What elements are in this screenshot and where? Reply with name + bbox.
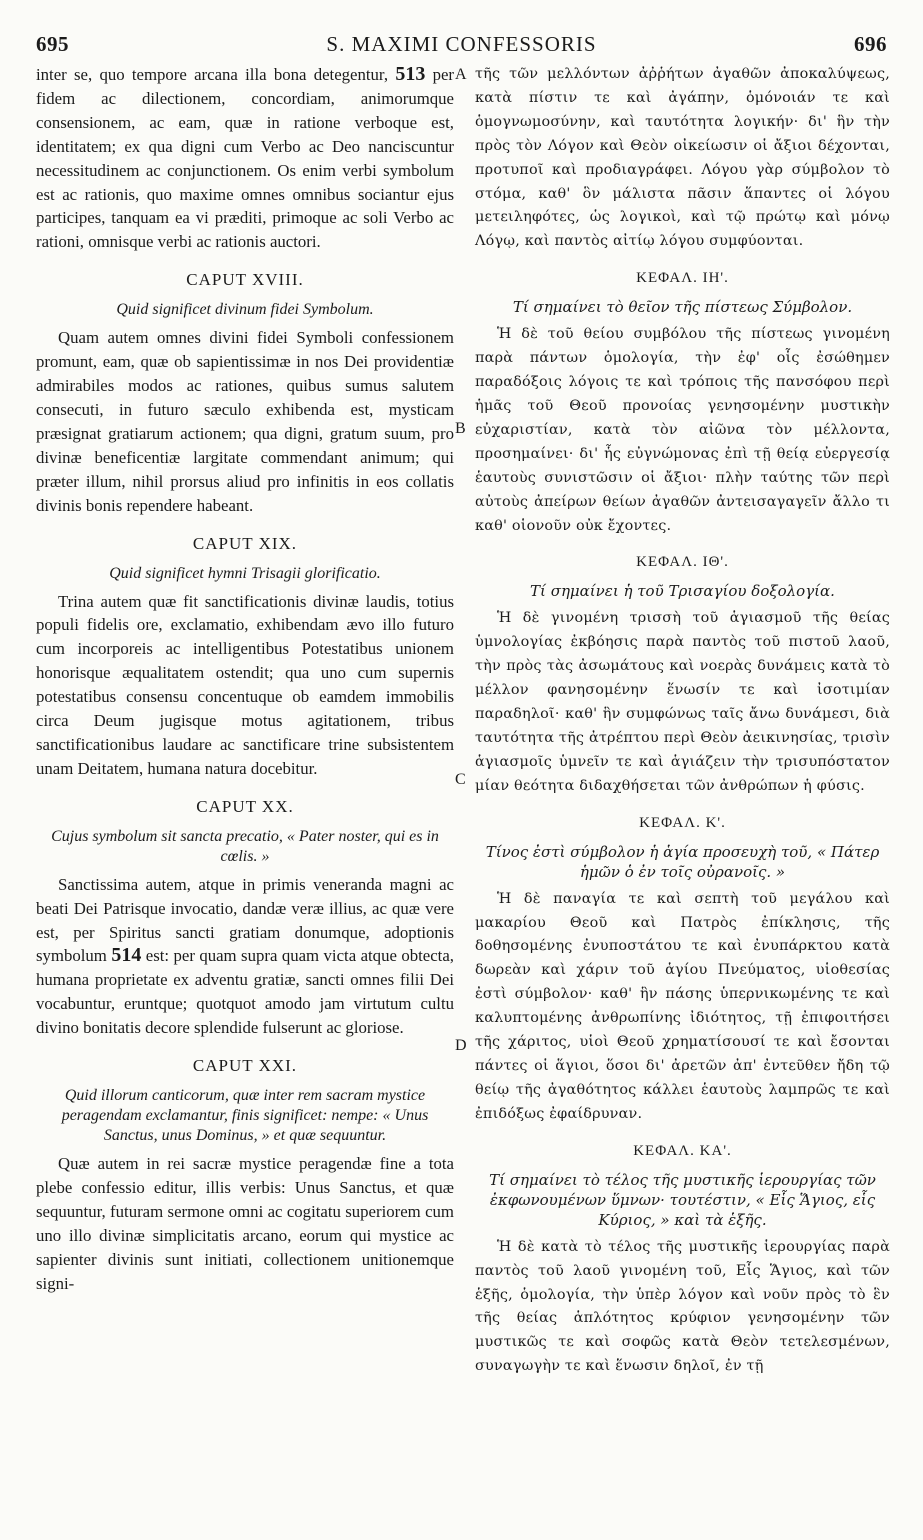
margin-letter-a: A bbox=[455, 66, 467, 83]
greek-paragraph-intro: τῆς τῶν μελλόντων ἀῤῥήτων ἀγαθῶν ἀποκαλύψεως, κατὰ πίστιν τε καὶ ἀγάπην, ὁμόνοιάν τε καὶ ὁμογνωμοσύνην, καὶ ταυτότητα λογικήν· δι' ἣν τὴν πρὸς τὸν Λόγον καὶ Θεὸν οἰκείωσιν οἱ ἄξιοι δέχονται, προτυποῖ καὶ προδιαγράφει. Λόγου γὰρ σύμβολον τὸ στόμα, καθ' ὃν μάλιστα πᾶσιν ἅπαντες οἱ λόγου μετειληφότες, ὡς λογικοὶ, καὶ τῷ πρώτῳ καὶ μόνῳ Λόγῳ, καὶ παντὸς αἰτίῳ λόγου συμφύονται. bbox=[475, 66, 890, 250]
latin-text: est: per quam supra quam victa atque obtecta, humana proprietate ex adventu gratiæ, sancti omnes filii Dei vocabuntur, eruntque; quotquot amodo jam virtutum cultu divino bonitatis decore splendide fulserunt ac gloriose. bbox=[36, 946, 454, 1038]
latin-paragraph-21: Quæ autem in rei sacræ mystice peragendæ fine a tota plebe confessio editur, illis verbis: Unus Sanctus, et quæ sequuntur, futuram sermone omni ac cogitatu superiorem cum uno illo divinæ simplicitatis arcano, eorum qui mystice ac sapienter divinis sunt initiati, collectionem unitionemque signi- bbox=[36, 1154, 454, 1293]
page-number-right: 696 bbox=[854, 32, 887, 56]
column-number-513: 513 bbox=[395, 63, 426, 85]
greek-chapter-heading-19: ΚΕΦΑΛ. ΙΘ'. bbox=[636, 554, 729, 571]
greek-chapter-subtitle-19: Τί σημαίνει ἡ τοῦ Τρισαγίου δοξολογία. bbox=[530, 582, 835, 601]
chapter-heading-21: CAPUT XXI. bbox=[192, 1056, 298, 1076]
latin-paragraph-18: Quam autem omnes divini fidei Symboli confessionem promunt, eam, quæ ob sapientissimæ in nos Dei providentiæ admirabiles modos ac rationes, quibus sumus salutem consecuti, in futuro sæculo exhibenda est, mysticam præsignat gratiarum actionem; qua digni, gratum suum, pro divinæ beneficentiæ largitate commendant animum; qui præter illum, nihil prorsus aliud pro infinitis in eos collatis divinis bonis rependere habeant. bbox=[36, 328, 454, 515]
latin-column bbox=[36, 63, 454, 1526]
page-number-left: 695 bbox=[36, 32, 69, 56]
chapter-heading-18: CAPUT XVIII. bbox=[186, 270, 304, 290]
latin-text: inter se, quo tempore arcana illa bona detegentur, bbox=[36, 65, 389, 84]
latin-text: per fidem ac dilectionem, concordiam, animorumque consensionem, ac eam, quæ in ratione verboque est, identitatem; ex qua digni cum Verbo ac Deo nanciscuntur necessitudinem ac conjunctionem. Os enim verbi symbolum est ac rationis, quo maxime omnes omnibus sociantur ejus participes, tanquam ea vi præditi, primoque ac soli Verbo ac rationi, omnisque verbi ac rationis auctori. bbox=[36, 65, 454, 252]
chapter-subtitle-19: Quid significet hymni Trisagii glorificatio. bbox=[109, 564, 381, 582]
page-header bbox=[36, 30, 887, 60]
chapter-subtitle-18: Quid significet divinum fidei Symbolum. bbox=[116, 301, 374, 319]
latin-paragraph-20 bbox=[36, 873, 454, 1040]
chapter-subtitle-21: Quid illorum canticorum, quæ inter rem sacram mystice peragendam exclamantur, finis significet: nempe: « Unus Sanctus, unus Dominus, » et quæ sequuntur. bbox=[61, 1087, 429, 1145]
greek-chapter-subtitle-21: Τί σημαίνει τὸ τέλος τῆς μυστικῆς ἱερουργίας τῶν ἐκφωνουμένων ὕμνων· τουτέστιν, « Εἷς Ἅγιος, εἷς Κύριος, » καὶ τὰ ἑξῆς. bbox=[489, 1170, 876, 1229]
greek-chapter-subtitle-18: Τί σημαίνει τὸ θεῖον τῆς πίστεως Σύμβολον. bbox=[512, 298, 853, 317]
greek-chapter-heading-20: ΚΕΦΑΛ. Κ'. bbox=[639, 814, 726, 831]
greek-paragraph-19: Ἡ δὲ γινομένη τρισσὴ τοῦ ἁγιασμοῦ τῆς θείας ὑμνολογίας ἐκβόησις παρὰ παντὸς τοῦ πιστοῦ λαοῦ, τὴν πρὸς τὰς ἀσωμάτους καὶ νοερὰς δυνάμεις κατὰ τὸ μέλλον φανησομένην ἕνωσίν τε καὶ ἰσοτιμίαν παραδηλοῖ· καθ' ἣν συμφώνως ταῖς ἄνω δυνάμεσι, διὰ ταυτότητα τῆς ἀτρέπτου περὶ Θεὸν ἀεικινησίας, τρισὶν ἁγιασμοῖς ὑμνεῖν τε καὶ ἁγιάζειν τὴν τρισυπόστατον μίαν θεότητα διδαχθήσεται τῶν ἀνθρώπων ἡ φύσις. bbox=[475, 610, 890, 794]
margin-letter-b: B bbox=[455, 420, 466, 437]
chapter-heading-20: CAPUT XX. bbox=[196, 796, 294, 816]
greek-paragraph-18: Ἡ δὲ τοῦ θείου συμβόλου τῆς πίστεως γινομένη παρὰ πάντων ὁμολογία, τὴν ἐφ' οἷς ἐσώθημεν παραδόξοις λόγοις τε καὶ τρόποις τῆς πανσόφου περὶ ἡμᾶς τοῦ Θεοῦ προνοίας γενησομένην μυστικὴν εὐχαριστίαν, κατὰ τὸν αἰῶνα τὸν μέλλοντα, προσημαίνει· δι' ἧς εὐγνώμονας ἐπὶ τῇ θείᾳ εὐεργεσίᾳ ἑαυτοὺς συνιστῶσιν οἱ ἄξιοι· πλὴν ταύτης τῶν περὶ αὐτοὺς ἀπείρων θείων ἀγαθῶν ἀντεισαγαγεῖν ἄλλο τι καθ' οἱονοῦν οὐκ ἔχοντες. bbox=[475, 326, 890, 534]
latin-paragraph-intro bbox=[36, 63, 454, 254]
greek-chapter-heading-21: ΚΕΦΑΛ. ΚΑ'. bbox=[633, 1142, 732, 1159]
running-title: S. MAXIMI CONFESSORIS bbox=[326, 32, 597, 56]
latin-paragraph-19: Trina autem quæ fit sanctificationis divinæ laudis, totius populi fidelis ore, exclamatio, exhibendam ævo illo futuro cum incorporeis ac intelligentibus Potestatibus unionem honorisque æqualitatem ostendit; qua uno cum supernis potestatibus consensu concentuque ob eamdem immobilis circa Deum jugisque motus agitationem, tribus sanctificationibus laudare ac sanctificare trine subsistentem unam Deitatem, humana natura docebitur. bbox=[36, 591, 454, 778]
greek-chapter-subtitle-20: Τίνος ἐστὶ σύμβολον ἡ ἁγία προσευχὴ τοῦ, « Πάτερ ἡμῶν ὁ ἐν τοῖς οὐρανοῖς. » bbox=[485, 842, 880, 881]
greek-chapter-heading-18: ΚΕΦΑΛ. ΙΗ'. bbox=[636, 270, 729, 287]
chapter-subtitle-20: Cujus symbolum sit sancta precatio, « Pater noster, qui es in cœlis. » bbox=[51, 827, 439, 865]
chapter-heading-19: CAPUT XIX. bbox=[192, 533, 298, 553]
greek-paragraph-20: Ἡ δὲ παναγία τε καὶ σεπτὴ τοῦ μεγάλου καὶ μακαρίου Θεοῦ καὶ Πατρὸς ἐπίκλησις, τῆς δοθησομένης ἐνυποστάτου τε καὶ ἐνυπάρκτου κατὰ δωρεὰν καὶ χάριν τοῦ ἁγίου Πνεύματος, υἱοθεσίας ἐστὶ σύμβολον· καθ' ἣν πάσης ὑπερνικωμένης τε καὶ καλυπτομένης ἀνθρωπίνης ἰδιότητος, τῇ ἐπιφοιτήσει τῆς χάριτος, υἱοὶ Θεοῦ χρηματίσουσί τε καὶ ἔσονται πάντες οἱ ἅγιοι, ὅσοι δι' ἀρετῶν ἀπ' ἐντεῦθεν ἤδη τῷ θείῳ τῆς ἀγαθότητος κάλλει ἑαυτοὺς λαμπρῶς τε καὶ ἐπιδόξως ἐφαίδρυναν. bbox=[475, 890, 890, 1122]
margin-letter-d: D bbox=[455, 1037, 467, 1054]
latin-text: Sanctissima autem, atque in primis veneranda magni ac beati Dei Patrisque invocatio, dandæ veræ illius, ac quæ vere est, per Spiritus sancti gratiam donumque, adoptionis symbolum bbox=[36, 874, 454, 966]
margin-letter-c: C bbox=[455, 771, 466, 788]
greek-paragraph-21: Ἡ δὲ κατὰ τὸ τέλος τῆς μυστικῆς ἱερουργίας παρὰ παντὸς τοῦ λαοῦ γινομένη τοῦ, Εἷς Ἅγιος, καὶ τῶν ἑξῆς, ὁμολογία, τὴν ὑπὲρ λόγον καὶ νοῦν πρὸς τὸ ἓν τῆς θείας ἁπλότητος κρύφιον γενησομένην τῶν μυστικῶς τε καὶ σοφῶς κατὰ Θεὸν τετελεσμένων, συναγωγὴν τε καὶ ἕνωσιν δηλοῖ, ἐν τῇ bbox=[475, 1238, 890, 1375]
column-number-514: 514 bbox=[111, 944, 142, 967]
greek-column bbox=[475, 63, 890, 1526]
